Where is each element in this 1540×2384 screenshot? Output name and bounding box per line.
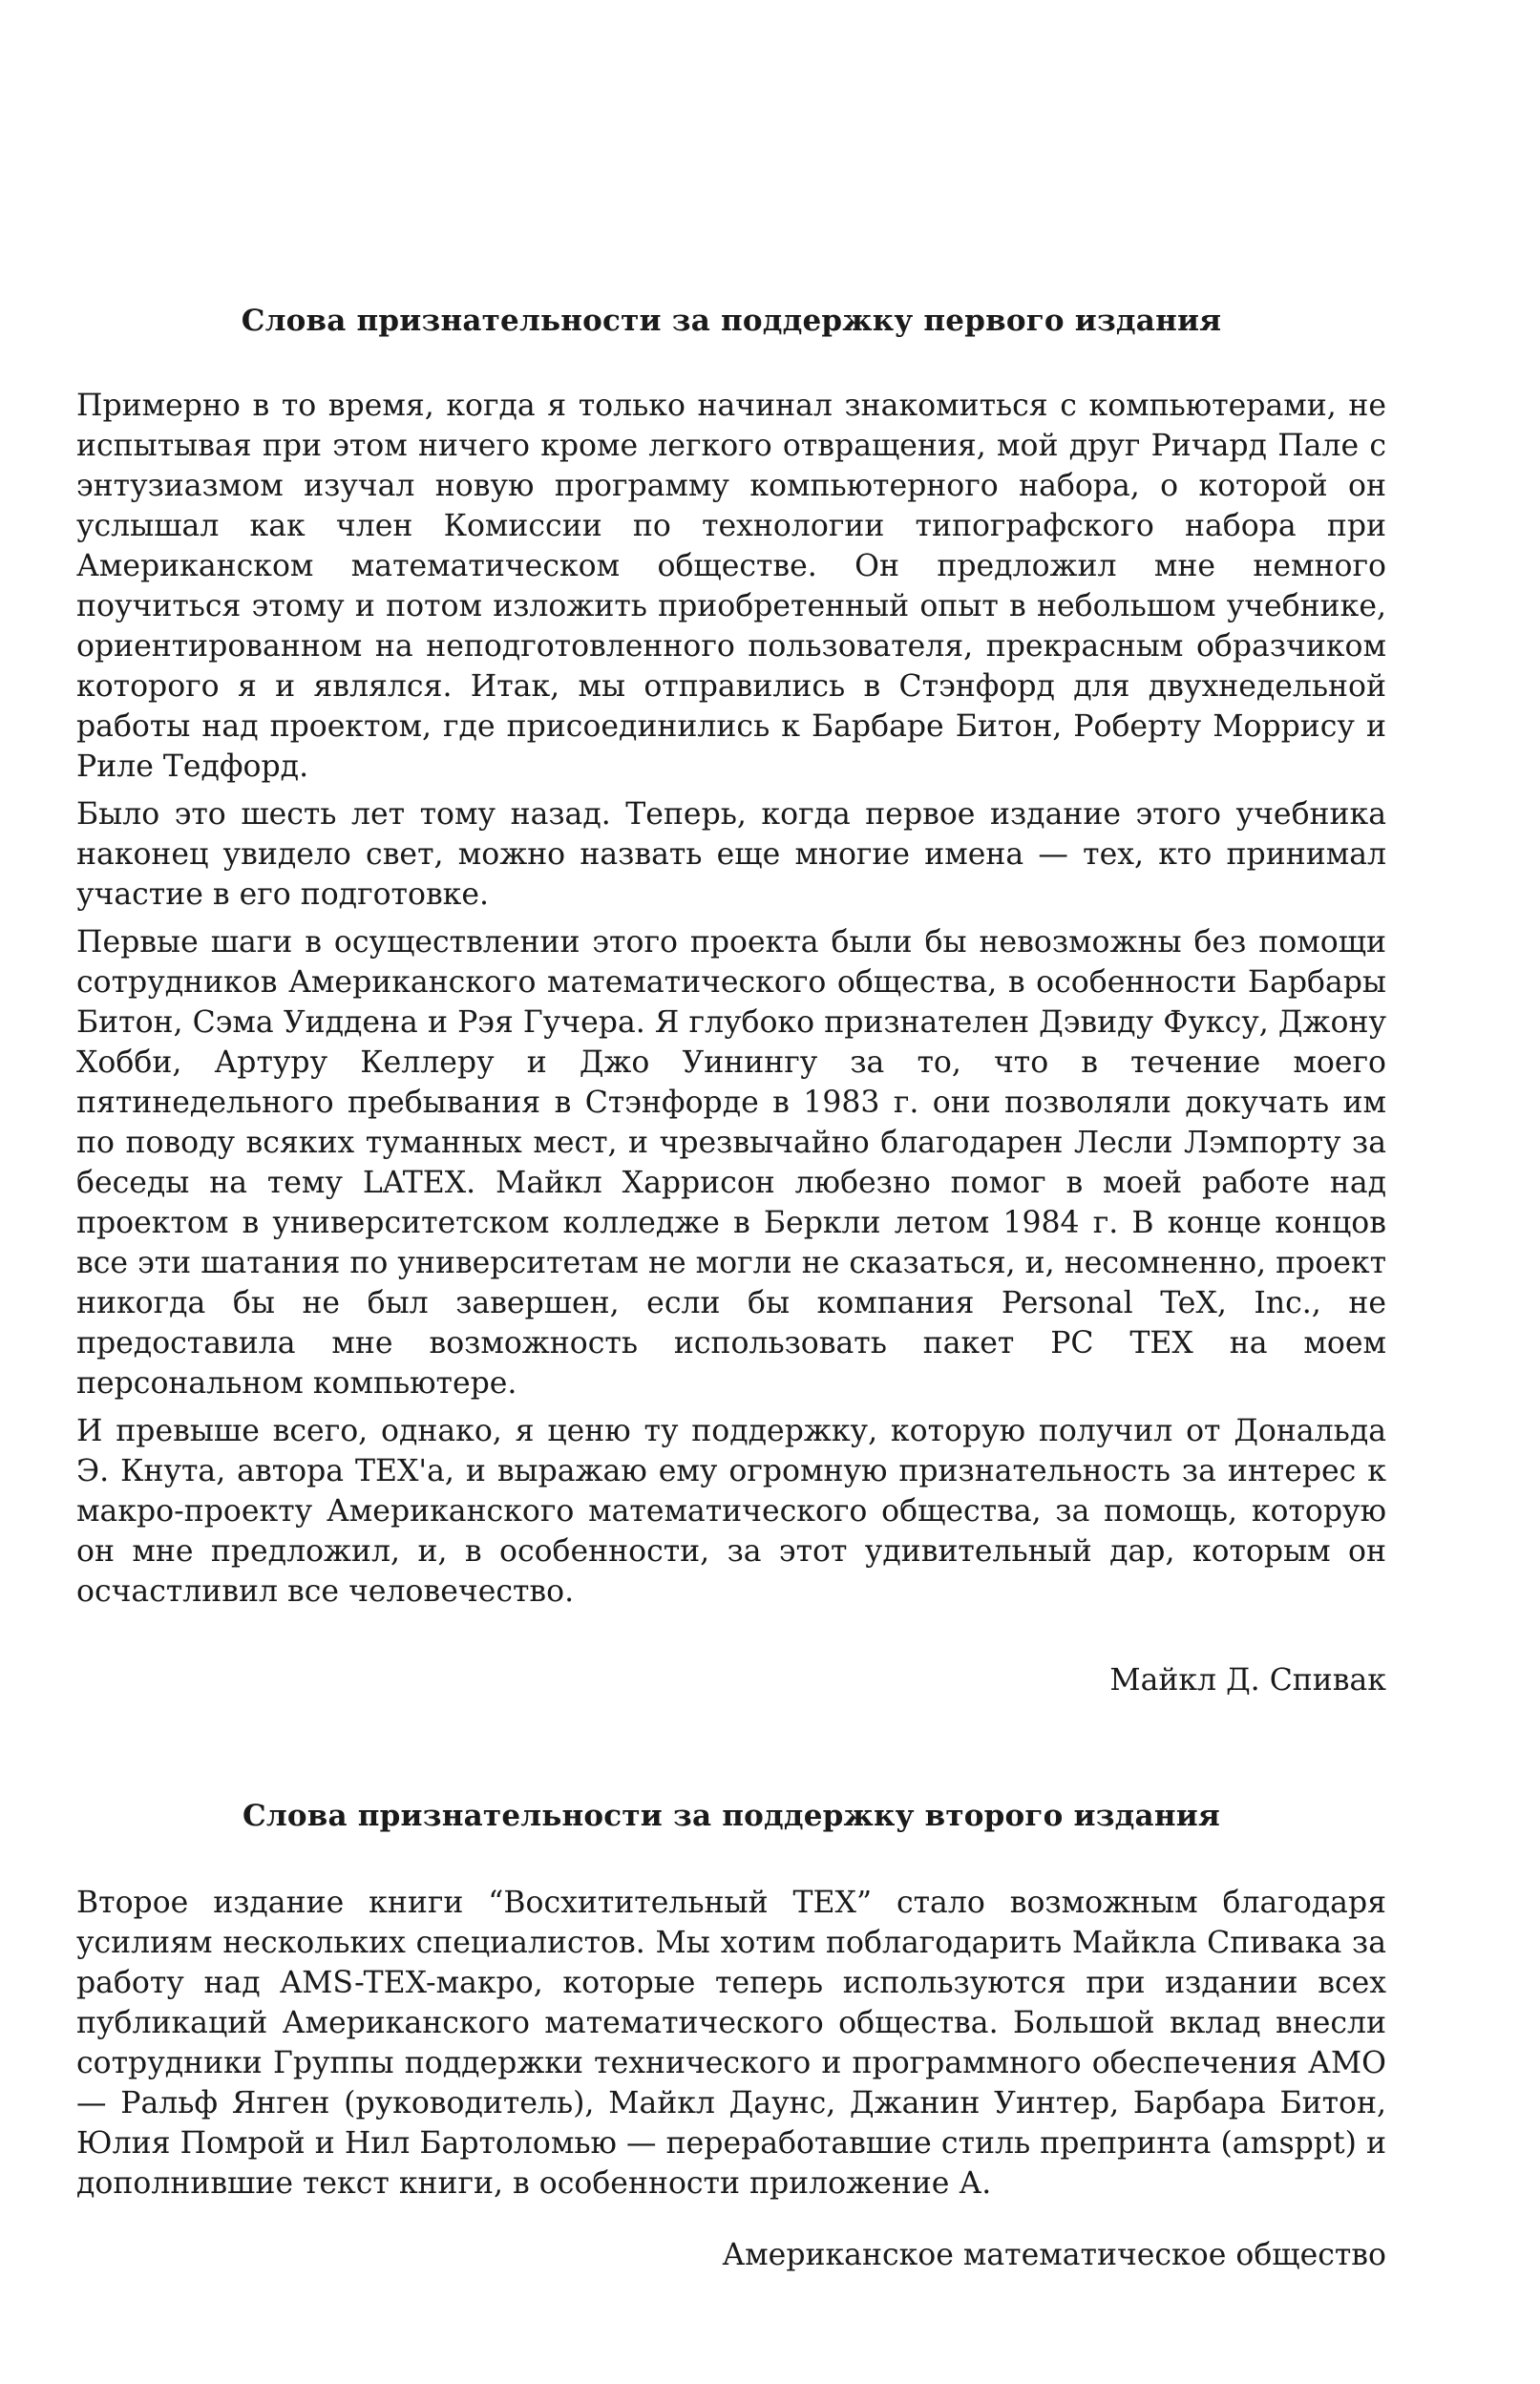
section1-body (76, 386, 1386, 1619)
section2-body (76, 1883, 1386, 2211)
section1-heading: Слова признательности за поддержку первого издания (241, 304, 1222, 338)
section1-signature: Майкл Д. Спивак (1109, 1663, 1386, 1698)
section1-paragraph-3: Первые шаги в осуществлении этого проекта были бы невозможны без помощи сотрудников Американского математического общества, в особенности Барбары Битон, Сэма Уиддена и Рэя Гучера. Я глубоко признателен Дэвиду Фуксу, Джону Хобби, Артуру Келлеру и Джо Уинингу за то, что в течение моего пятинедельного пребывания в Стэнфорде в 1983 г. они позволяли докучать им по поводу всяких туманных мест, и чрезвычайно благодарен Лесли Лэмпорту за беседы на тему LATEX. Майкл Харрисон любезно помог в моей работе над проектом в университетском колледже в Беркли летом 1984 г. В конце концов все эти шатания по университетам не могли не сказаться, и, несомненно, проект никогда бы не был завершен, если бы компания Personal TeX, Inc., не предоставила мне возможность использовать пакет PC TEX на моем персональном компьютере. (76, 925, 1386, 1401)
section2-signature: Американское математическое общество (722, 2238, 1386, 2272)
section1-paragraph-2: Было это шесть лет тому назад. Теперь, когда первое издание этого учебника наконец увидело свет, можно назвать еще многие имена — тех, кто принимал участие в его подготовке. (76, 797, 1386, 912)
document-page (76, 0, 1386, 2384)
section1-paragraph-4: И превыше всего, однако, я ценю ту поддержку, которую получил от Дональда Э. Кнута, автора TEX'а, и выражаю ему огромную признательность за интерес к макро-проекту Американского математического общества, за помощь, которую он мне предложил, и, в особенности, за этот удивительный дар, которым он осчастливил все человечество. (76, 1414, 1386, 1609)
section1-paragraph-1: Примерно в то время, когда я только начинал знакомиться с компьютерами, не испытывая при этом ничего кроме легкого отвращения, мой друг Ричард Пале с энтузиазмом изучал новую программу компьютерного набора, о которой он услышал как член Комиссии по технологии типографского набора при Американском математическом обществе. Он предложил мне немного поучиться этому и потом изложить приобретенный опыт в небольшом учебнике, ориентированном на неподготовленного пользователя, прекрасным образчиком которого я и являлся. Итак, мы отправились в Стэнфорд для двухнедельной работы над проектом, где присоединились к Барбаре Битон, Роберту Моррису и Риле Тедфорд. (76, 389, 1386, 784)
section2-heading: Слова признательности за поддержку второго издания (242, 1799, 1221, 1833)
section2-paragraph-1: Второе издание книги “Восхитительный TEX” стало возможным благодаря усилиям нескольких специалистов. Мы хотим поблагодарить Майкла Спивака за работу над AMS-TEX-макро, которые теперь используются при издании всех публикаций Американского математического общества. Большой вклад внесли сотрудники Группы поддержки технического и программного обеспечения АМО — Ральф Янген (руководитель), Майкл Даунс, Джанин Уинтер, Барбара Битон, Юлия Помрой и Нил Бартоломью — переработавшие стиль препринта (amsppt) и дополнившие текст книги, в особенности приложение А. (76, 1886, 1386, 2201)
